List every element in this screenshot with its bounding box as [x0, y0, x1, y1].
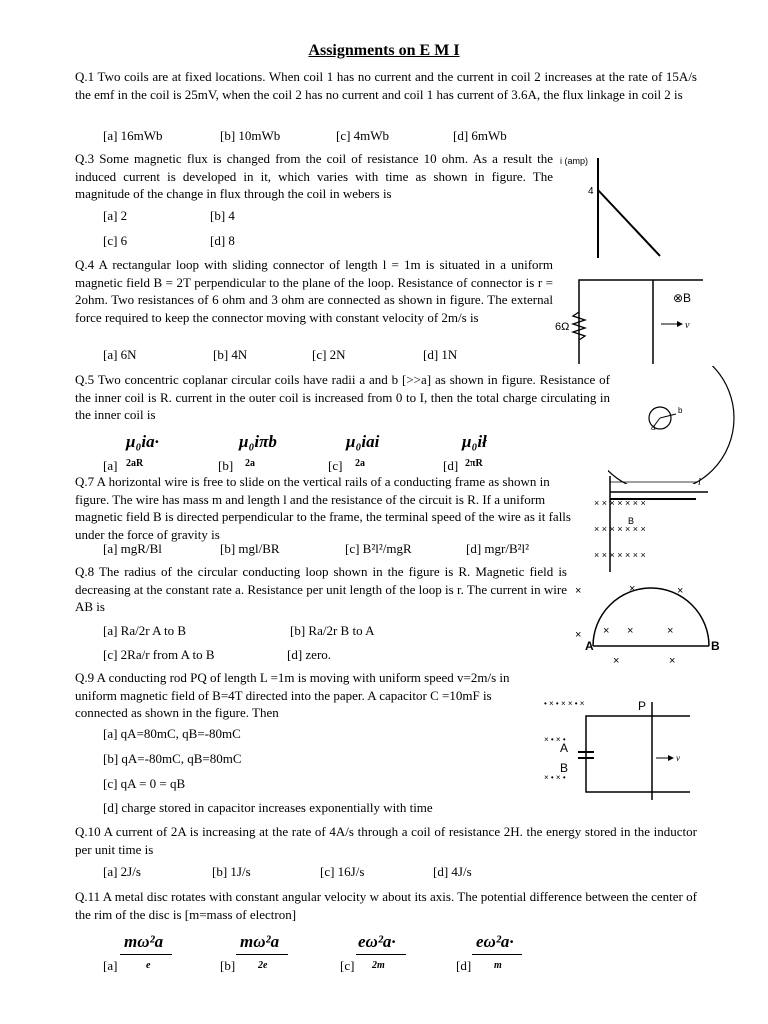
q3-ylabel: i (amp)	[560, 156, 589, 166]
q11-option-c: [c]	[340, 958, 355, 973]
q11-option-b: [b]	[220, 958, 236, 973]
q5-option-b: [b]	[218, 458, 234, 473]
q7-rail-frame-figure	[588, 476, 768, 576]
q8-field-cross: ×	[627, 625, 634, 637]
q4-option-b: [b] 4N	[213, 347, 248, 362]
question-3-text: Q.3 Some magnetic flux is changed from the coil of resistance 10 ohm. As a result the induced current is developed in it, which varies with time as shown in figure. The magnitude of the change in flux through the coil in webers is	[75, 151, 553, 201]
q4-velocity-arrowhead	[677, 321, 683, 327]
q10-option-a: [a] 2J/s	[103, 864, 141, 879]
q8-option-a: [a] Ra/2r A to B	[103, 623, 187, 638]
q7-length-label: l	[698, 477, 701, 488]
q4-option-d: [d] 1N	[423, 347, 458, 362]
q11-d-numerator: eω²a·	[476, 932, 514, 951]
q3-option-c: [c] 6	[103, 233, 128, 248]
q4-velocity-label: v	[685, 320, 690, 331]
question-4-text: Q.4 A rectangular loop with sliding connector of length l = 1m is situated in a uniform magnetic field B = 2T perpendicular to the plane of the loop. Resistance of connector is r = 2ohm. Two resistances of 6 ohm and 3 ohm are connected as shown in figure. The external force required to keep the connector moving with constant velocity of 2m/s is	[75, 257, 553, 325]
question-11-text: Q.11 A metal disc rotates with constant angular velocity w about its axis. The potential difference between the center of the rim of the disc is [m=mass of electron]	[75, 889, 697, 922]
q8-option-c: [c] 2Ra/r from A to B	[103, 647, 215, 662]
q11-a-fraction-bar	[120, 954, 172, 955]
q5-outer-coil	[608, 366, 734, 484]
q5-option-d: [d]	[443, 458, 459, 473]
q11-c-numerator: eω²a·	[358, 932, 396, 951]
q11-c-denominator: 2m	[372, 960, 385, 971]
question-7-text: Q.7 A horizontal wire is free to slide on the vertical rails of a conducting frame as shown in figure. The wire has mass m and length l and the resistance of the circuit is R. If a uniform magnetic field B is directed perpendicular to the frame, the terminal speed of the wire as it falls under the force of gravity is	[75, 474, 571, 542]
q11-d-fraction-bar	[472, 954, 522, 955]
q5-concentric-coils-figure	[608, 366, 768, 484]
q1-option-c: [c] 4mWb	[336, 128, 390, 143]
q3-current-time-graph	[558, 150, 668, 262]
q5-radius-b-label: b	[678, 406, 683, 415]
q3-option-b: [b] 4	[210, 208, 235, 223]
q11-option-a: [a]	[103, 958, 118, 973]
q4-option-c: [c] 2N	[312, 347, 346, 362]
q8-field-cross: ×	[575, 585, 582, 597]
q7-field-cross: × × × × × × ×	[594, 550, 646, 560]
q5-option-a: [a]	[103, 458, 118, 473]
q5-option-c: [c]	[328, 458, 343, 473]
q1-option-a: [a] 16mWb	[103, 128, 163, 143]
q10-option-b: [b] 1J/s	[212, 864, 251, 879]
question-10-text: Q.10 A current of 2A is increasing at the rate of 4A/s through a coil of resistance 2H. the energy stored in the inductor per unit time is	[75, 824, 697, 857]
q11-b-numerator: mω²a	[240, 932, 280, 951]
q10-option-c: [c] 16J/s	[320, 864, 365, 879]
q8-circular-loop-figure	[573, 582, 733, 682]
q8-point-a-label: A	[585, 639, 594, 653]
q3-tick-label: 4	[588, 186, 594, 197]
q4-field-label: ⊗B	[673, 291, 692, 305]
q8-field-cross: ×	[613, 655, 620, 667]
q5-d-numerator: μ₀ił	[462, 432, 487, 451]
q9-plate-a-label: A	[560, 741, 569, 755]
q11-b-fraction-bar	[236, 954, 288, 955]
q9-field-dots: × • × •	[544, 735, 566, 744]
q7-option-a: [a] mgR/Bl	[103, 541, 162, 556]
q9-field-dots: × • × •	[544, 773, 566, 782]
q8-field-cross: ×	[669, 655, 676, 667]
q9-option-c: [c] qA = 0 = qB	[103, 776, 186, 791]
q5-c-denominator: 2a	[355, 458, 365, 469]
q3-option-d: [d] 8	[210, 233, 235, 248]
q7-field-cross: × × × × × × ×	[594, 524, 646, 534]
q10-option-d: [d] 4J/s	[433, 864, 472, 879]
q5-radius-b-line	[660, 414, 676, 418]
q8-field-cross: ×	[677, 585, 684, 597]
q5-b-denominator: 2a	[245, 458, 255, 469]
q5-d-denominator: 2πR	[465, 458, 483, 469]
q5-a-numerator: μ₀ia·	[126, 432, 159, 451]
q5-radius-a-label: a	[651, 423, 656, 432]
q5-b-numerator: μ₀iπb	[239, 432, 277, 451]
q7-option-d: [d] mgr/B²l²	[466, 541, 530, 556]
q8-field-cross: ×	[667, 625, 674, 637]
q11-b-denominator: 2e	[258, 960, 268, 971]
q9-plate-b-label: B	[560, 761, 569, 775]
q8-option-b: [b] Ra/2r B to A	[290, 623, 375, 638]
q4-option-a: [a] 6N	[103, 347, 137, 362]
q4-circuit-figure	[553, 276, 713, 366]
question-5-text: Q.5 Two concentric coplanar circular coils have radii a and b [>>a] as shown in figure. Resistance of the inner coil is R. current in the outer coil is increased from 0 to I, then the total charge circulating in the inner coil is	[75, 372, 610, 422]
q7-field-cross: × × × × × × ×	[594, 498, 646, 508]
q8-field-cross: ×	[575, 629, 582, 641]
q11-a-denominator: e	[146, 960, 151, 971]
q5-c-numerator: μ₀iai	[346, 432, 380, 451]
q5-a-denominator: 2aR	[126, 458, 144, 469]
q9-option-b: [b] qA=-80mC, qB=80mC	[103, 751, 242, 766]
q9-point-p-label: P	[638, 699, 647, 713]
q9-field-dots: • × • × × • ×	[544, 699, 585, 708]
q11-option-d: [d]	[456, 958, 472, 973]
q7-field-label: B	[628, 516, 635, 526]
q3-current-line	[598, 190, 660, 256]
q9-velocity-arrowhead	[668, 755, 674, 761]
q7-option-c: [c] B²l²/mgR	[345, 541, 412, 556]
q8-option-d: [d] zero.	[287, 647, 332, 662]
q8-semicircle-arc	[593, 588, 709, 646]
page-title: Assignments on E M I	[308, 42, 460, 59]
q1-option-d: [d] 6mWb	[453, 128, 507, 143]
q9-velocity-label: v	[676, 753, 680, 763]
q11-c-fraction-bar	[356, 954, 406, 955]
q1-option-b: [b] 10mWb	[220, 128, 281, 143]
q8-point-b-label: B	[711, 639, 720, 653]
question-1-text: Q.1 Two coils are at fixed locations. When coil 1 has no current and the current in coil 2 increases at the rate of 15A/s the emf in the coil is 25mV, when the coil 2 has no current and coil 1 has current of 3.6A, the flux linkage in coil 2 is	[75, 69, 697, 102]
q11-a-numerator: mω²a	[124, 932, 164, 951]
question-9-text: Q.9 A conducting rod PQ of length L =1m is moving with uniform speed v=2m/s in uniform magnetic field of B=4T directed into the paper. A capacitor C =10mF is connected as shown in the figure. Then	[75, 670, 510, 720]
question-8-text: Q.8 The radius of the circular conducting loop shown in the figure is R. Magnetic field is decreasing at the constant rate a. Resistance per unit length of the loop is r. The current in wire AB is	[75, 564, 567, 614]
q11-d-denominator: m	[494, 960, 502, 971]
q4-resistor-label: 6Ω	[555, 321, 570, 333]
q3-option-a: [a] 2	[103, 208, 128, 223]
q9-rod-capacitor-figure	[540, 686, 730, 804]
q8-field-cross: ×	[603, 625, 610, 637]
q9-circuit-frame	[586, 716, 690, 792]
q9-option-a: [a] qA=80mC, qB=-80mC	[103, 726, 241, 741]
q9-option-d: [d] charge stored in capacitor increases exponentially with time	[103, 800, 433, 815]
q7-option-b: [b] mgl/BR	[220, 541, 280, 556]
q8-field-cross: ×	[629, 583, 636, 595]
